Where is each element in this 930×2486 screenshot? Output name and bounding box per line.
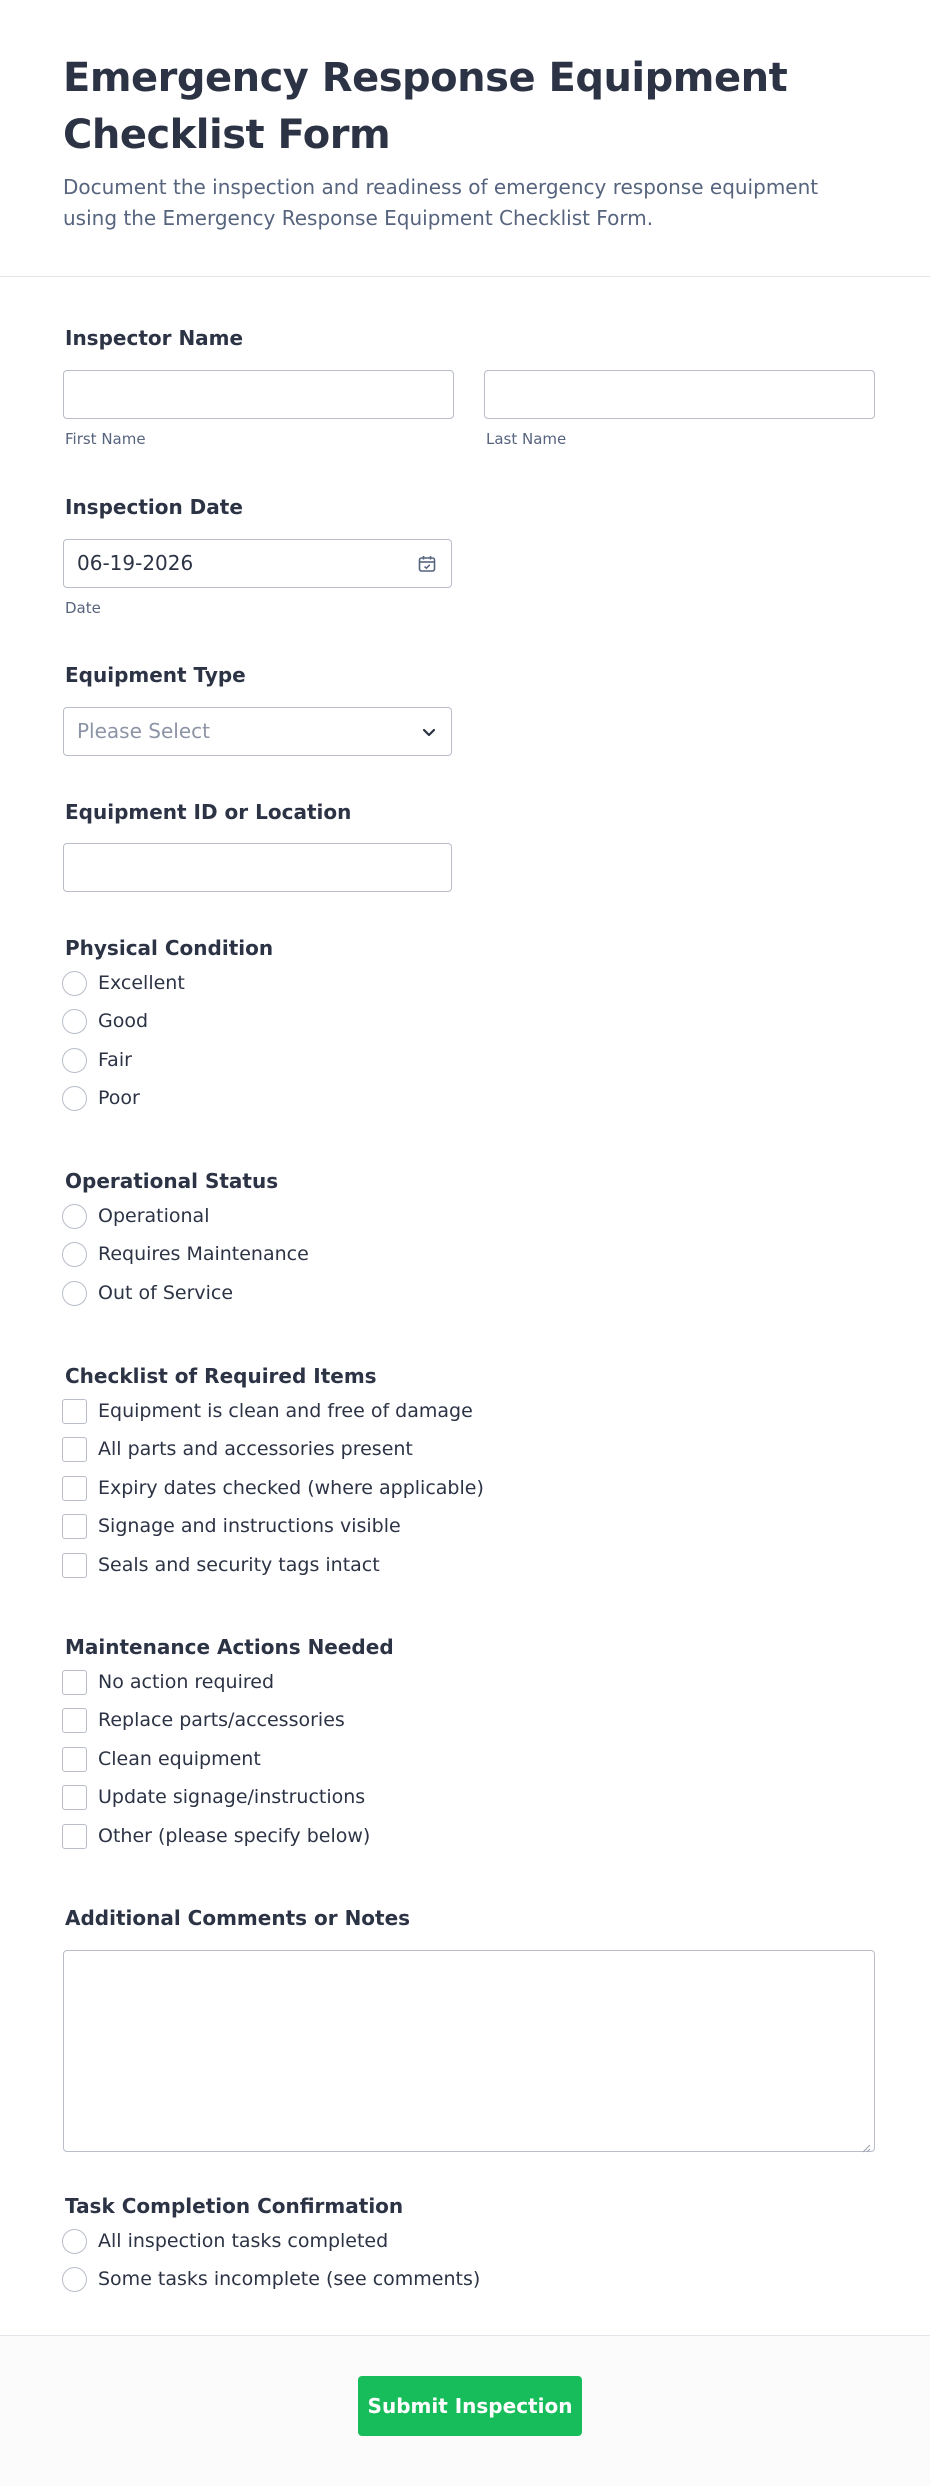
radio-button[interactable] [62, 1204, 87, 1229]
checkbox[interactable] [62, 1708, 87, 1733]
inspection-date-label: Inspection Date [65, 495, 243, 519]
checklist-option[interactable]: Seals and security tags intact [62, 1550, 380, 1580]
last-name-input[interactable] [484, 370, 875, 419]
form-title: Emergency Response Equipment Checklist Form [63, 55, 788, 158]
checkbox[interactable] [62, 1785, 87, 1810]
comments-textarea[interactable] [63, 1950, 875, 2152]
equipment-id-input[interactable] [63, 843, 452, 892]
maintenance-option[interactable]: Update signage/instructions [62, 1782, 365, 1812]
checklist-option[interactable]: Expiry dates checked (where applicable) [62, 1473, 484, 1503]
form-description: Document the inspection and readiness of emergency response equipment using the Emergency Response Equipment Checklist Form. [63, 175, 819, 230]
checkbox[interactable] [62, 1437, 87, 1462]
checkbox[interactable] [62, 1476, 87, 1501]
operational-status-option[interactable]: Out of Service [62, 1278, 233, 1308]
radio-button[interactable] [62, 971, 87, 996]
equipment-type-select[interactable] [63, 707, 452, 756]
physical-condition-option[interactable]: Good [62, 1006, 148, 1036]
calendar-icon[interactable] [417, 554, 437, 574]
checkbox[interactable] [62, 1514, 87, 1539]
equipment-type-label: Equipment Type [65, 663, 246, 687]
maintenance-label: Maintenance Actions Needed [65, 1635, 394, 1659]
resize-handle-icon[interactable] [861, 2138, 871, 2148]
operational-status-option[interactable]: Operational [62, 1201, 209, 1231]
radio-button[interactable] [62, 1086, 87, 1111]
radio-button[interactable] [62, 1242, 87, 1267]
submit-button[interactable]: Submit Inspection [358, 2376, 582, 2436]
radio-button[interactable] [62, 2229, 87, 2254]
inspection-date-value: 06-19-2026 [77, 551, 194, 575]
checkbox[interactable] [62, 1399, 87, 1424]
last-name-sublabel: Last Name [486, 430, 567, 448]
inspector-name-label: Inspector Name [65, 326, 244, 350]
date-sublabel: Date [65, 599, 101, 617]
radio-button[interactable] [62, 2267, 87, 2292]
completion-option[interactable]: Some tasks incomplete (see comments) [62, 2264, 480, 2294]
form-header [0, 0, 930, 277]
checkbox[interactable] [62, 1553, 87, 1578]
maintenance-option[interactable]: Clean equipment [62, 1744, 261, 1774]
first-name-sublabel: First Name [65, 430, 146, 448]
checklist-option[interactable]: Signage and instructions visible [62, 1511, 401, 1541]
checklist-option[interactable]: All parts and accessories present [62, 1434, 413, 1464]
checklist-option[interactable]: Equipment is clean and free of damage [62, 1396, 473, 1426]
completion-label: Task Completion Confirmation [65, 2194, 404, 2218]
checkbox[interactable] [62, 1747, 87, 1772]
maintenance-option[interactable]: Replace parts/accessories [62, 1705, 345, 1735]
operational-status-label: Operational Status [65, 1169, 279, 1193]
physical-condition-label: Physical Condition [65, 936, 274, 960]
radio-button[interactable] [62, 1048, 87, 1073]
form-body [0, 278, 930, 2335]
comments-label: Additional Comments or Notes [65, 1906, 411, 1930]
maintenance-option[interactable]: Other (please specify below) [62, 1821, 370, 1851]
maintenance-option[interactable]: No action required [62, 1667, 274, 1697]
operational-status-option[interactable]: Requires Maintenance [62, 1239, 309, 1269]
checklist-label: Checklist of Required Items [65, 1364, 377, 1388]
chevron-down-icon [421, 724, 437, 740]
equipment-type-placeholder: Please Select [77, 719, 210, 743]
physical-condition-option[interactable]: Fair [62, 1045, 132, 1075]
checkbox[interactable] [62, 1824, 87, 1849]
inspection-date-input[interactable] [63, 539, 452, 588]
first-name-input[interactable] [63, 370, 454, 419]
form-footer [0, 2335, 930, 2486]
checkbox[interactable] [62, 1670, 87, 1695]
completion-option[interactable]: All inspection tasks completed [62, 2226, 388, 2256]
physical-condition-option[interactable]: Excellent [62, 968, 185, 998]
radio-button[interactable] [62, 1281, 87, 1306]
physical-condition-option[interactable]: Poor [62, 1083, 140, 1113]
equipment-id-label: Equipment ID or Location [65, 800, 352, 824]
radio-button[interactable] [62, 1009, 87, 1034]
